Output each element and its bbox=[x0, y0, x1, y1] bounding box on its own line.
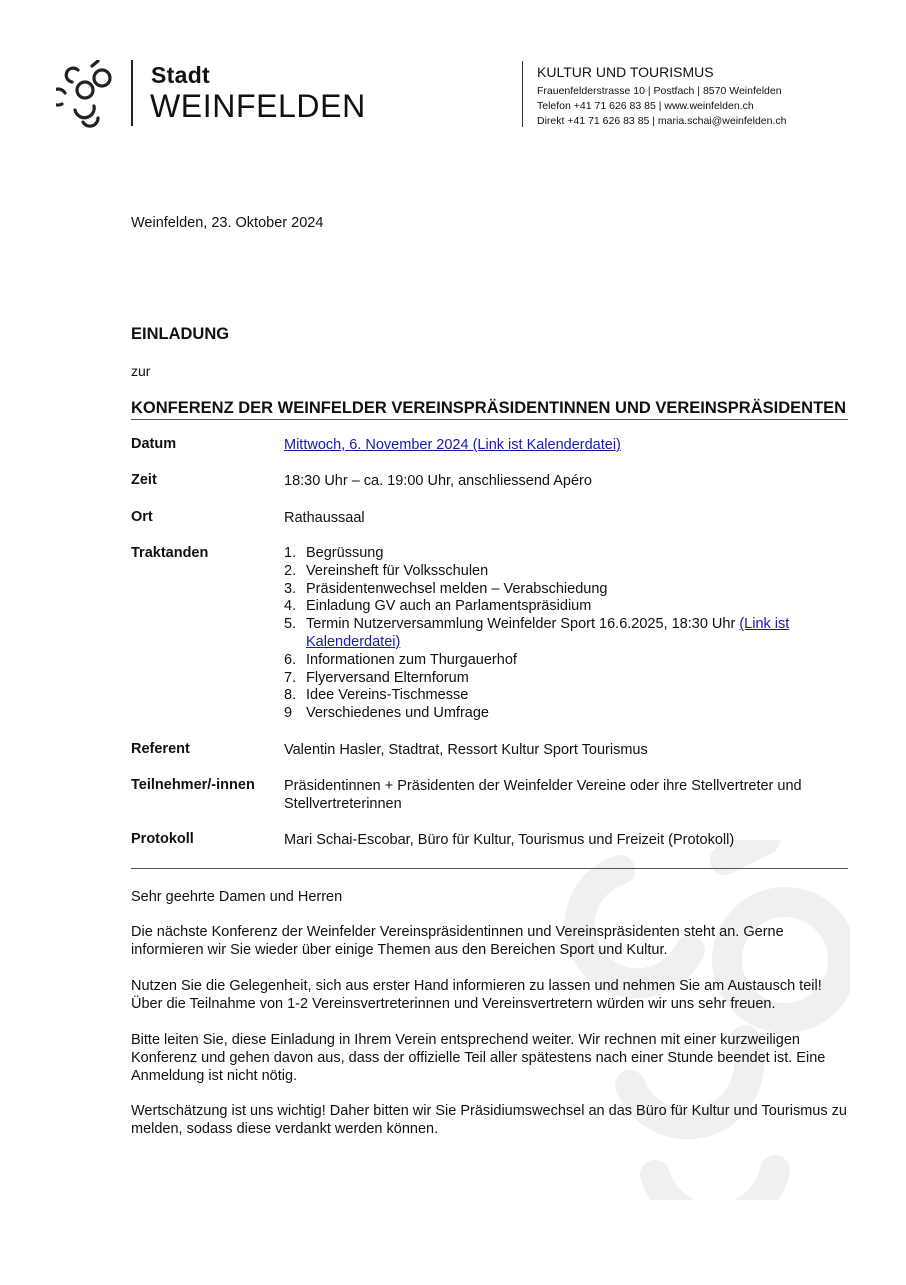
list-item: 3. Präsidentenwechsel melden – Verabschiedung bbox=[284, 580, 608, 597]
paragraph: Bitte leiten Sie, diese Einladung in Ihrem Verein entsprechend weiter. Wir rechnen mit einer kurzweiligen Konferenz und gehen davon aus, dass der offizielle Teil aller spätestens nach einer Stunde beendet ist. Eine Anmeldung ist nicht nötig. bbox=[131, 1032, 826, 1084]
title-rule bbox=[131, 419, 848, 420]
list-item: 2. Vereinsheft für Volksschulen bbox=[284, 562, 489, 579]
direct-email-line: Direkt +41 71 626 83 85 | maria.schai@weinfelden.ch bbox=[537, 115, 787, 127]
logo-divider bbox=[131, 60, 133, 126]
teilnehmer-label: Teilnehmer/-innen bbox=[131, 777, 255, 793]
ort-label: Ort bbox=[131, 509, 153, 525]
logo-text-city: WEINFELDEN bbox=[150, 88, 366, 124]
list-item: 5. Termin Nutzerversammlung Weinfelder Sport 16.6.2025, 18:30 Uhr (Link ist Kalenderdatei) bbox=[284, 616, 790, 650]
traktanden-list bbox=[284, 545, 828, 723]
list-item: 8. Idee Vereins-Tischmesse bbox=[284, 687, 469, 704]
nutzerversammlung-calendar-link[interactable]: (Link ist Kalenderdatei) bbox=[306, 616, 790, 650]
list-item: 9 Verschiedenes und Umfrage bbox=[284, 705, 489, 722]
list-item: 1. Begrüssung bbox=[284, 545, 384, 561]
conference-title: KONFERENZ DER WEINFELDER VEREINSPRÄSIDENTINNEN UND VEREINSPRÄSIDENTEN bbox=[131, 399, 847, 417]
paragraph: Wertschätzung ist uns wichtig! Daher bitten wir Sie Präsidiumswechsel an das Büro für Kultur und Tourismus zu melden, sodass diese verdankt werden können. bbox=[131, 1103, 847, 1137]
paragraph: Nutzen Sie die Gelegenheit, sich aus erster Hand informieren zu lassen und nehmen Sie am Austausch teil! Über die Teilnahme von 1-2 Vereinsvertreterinnen und Vereinsvertretern würden wir uns sehr freuen. bbox=[131, 978, 822, 1012]
teilnehmer-value: Präsidentinnen + Präsidenten der Weinfelder Vereine oder ihre Stellvertreter und Stellvertreterinnen bbox=[284, 778, 802, 812]
datum-label: Datum bbox=[131, 436, 177, 452]
protokoll-label: Protokoll bbox=[131, 831, 194, 847]
ort-value: Rathaussaal bbox=[284, 510, 365, 526]
place-date: Weinfelden, 23. Oktober 2024 bbox=[131, 215, 324, 231]
protokoll-value: Mari Schai-Escobar, Büro für Kultur, Tourismus und Freizeit (Protokoll) bbox=[284, 832, 735, 848]
referent-value: Valentin Hasler, Stadtrat, Ressort Kultur Sport Tourismus bbox=[284, 742, 648, 758]
address-divider bbox=[522, 61, 523, 127]
list-item: 7. Flyerversand Elternforum bbox=[284, 669, 469, 686]
details-rule bbox=[131, 868, 848, 869]
paragraph: Die nächste Konferenz der Weinfelder Vereinspräsidentinnen und Vereinspräsidenten steht an. Gerne informieren wir Sie wieder über einige Themen aus den Bereichen Sport und Kultur. bbox=[131, 924, 784, 958]
grape-logo-icon bbox=[56, 60, 114, 128]
logo-text-stadt: Stadt bbox=[151, 62, 210, 88]
referent-label: Referent bbox=[131, 741, 190, 757]
phone-web-line: Telefon +41 71 626 83 85 | www.weinfelden.ch bbox=[537, 100, 754, 112]
zeit-label: Zeit bbox=[131, 472, 157, 488]
department-name: KULTUR UND TOURISMUS bbox=[537, 64, 714, 80]
address-line: Frauenfelderstrasse 10 | Postfach | 8570 Weinfelden bbox=[537, 85, 782, 97]
zeit-value: 18:30 Uhr – ca. 19:00 Uhr, anschliessend Apéro bbox=[284, 473, 592, 489]
heading-einladung: EINLADUNG bbox=[131, 325, 230, 343]
salutation: Sehr geehrte Damen und Herren bbox=[131, 889, 343, 905]
datum-calendar-link[interactable]: Mittwoch, 6. November 2024 (Link ist Kalenderdatei) bbox=[284, 437, 621, 453]
zur-text: zur bbox=[131, 363, 151, 379]
list-item: 4. Einladung GV auch an Parlamentspräsidium bbox=[284, 598, 592, 615]
traktanden-label: Traktanden bbox=[131, 545, 209, 561]
list-item: 6. Informationen zum Thurgauerhof bbox=[284, 651, 517, 668]
